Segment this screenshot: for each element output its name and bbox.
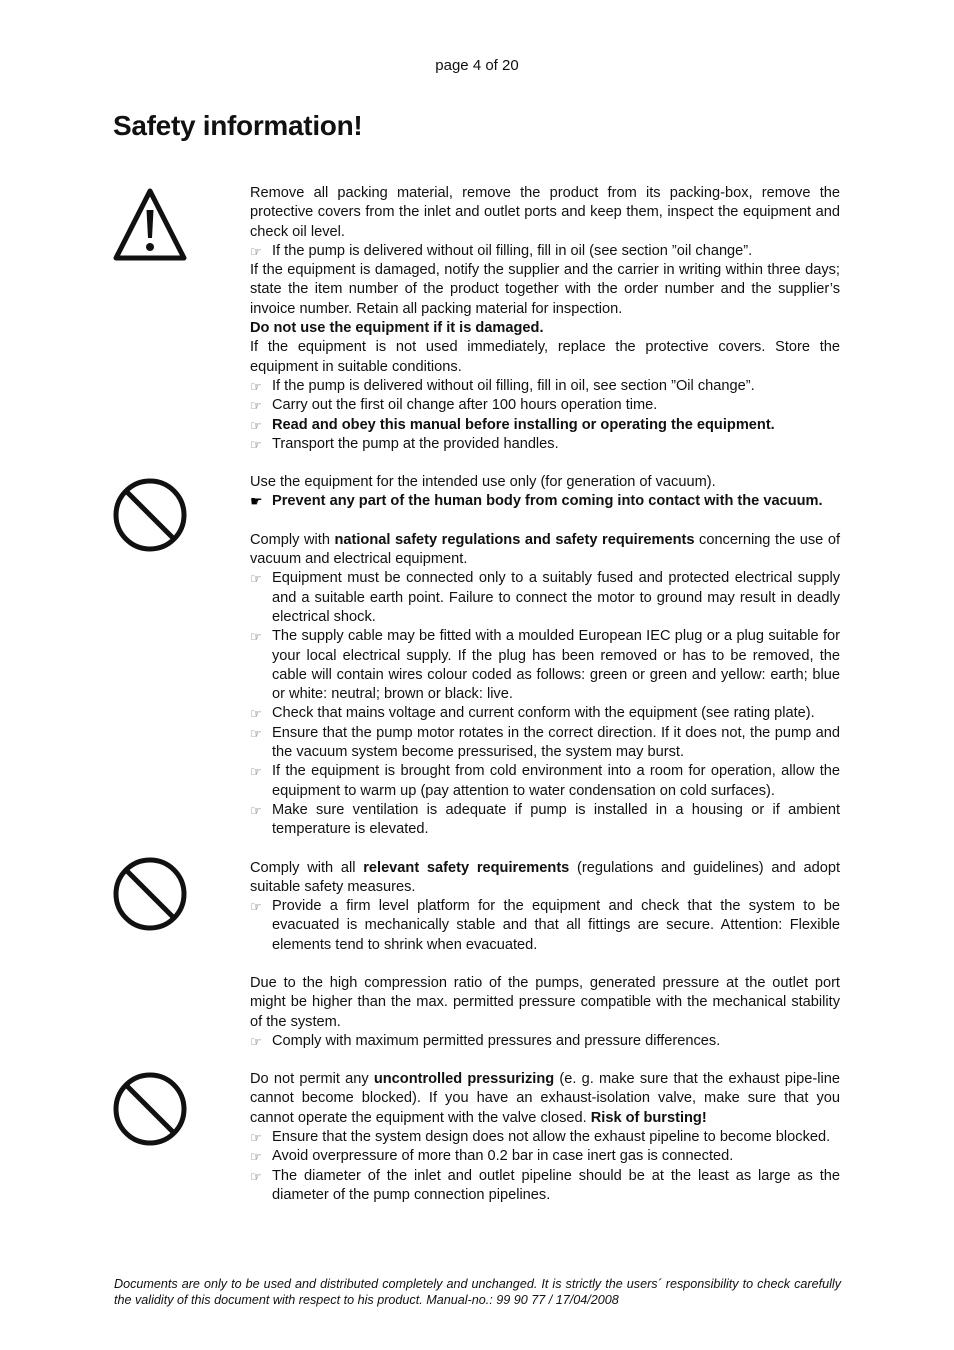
- list-item: [250, 801, 840, 840]
- list-item: [250, 1032, 840, 1051]
- list-item-text: Read and obey this manual before installing or operating the equipment.: [272, 416, 775, 433]
- pointing-hand-icon: ☞: [250, 802, 262, 818]
- pointing-hand-icon: ☛: [250, 493, 263, 510]
- pointing-hand-icon: ☞: [250, 899, 262, 915]
- paragraph: Remove all packing material, remove the product from its packing-box, remove the protective covers from the inlet and outlet ports and keep them, inspect the equipment and check oil level.: [250, 185, 840, 240]
- pointing-hand-icon: ☞: [250, 629, 262, 645]
- list-item: [250, 627, 840, 704]
- pointing-hand-icon: ☞: [250, 1168, 262, 1184]
- pointing-hand-icon: ☞: [250, 378, 262, 394]
- pointing-hand-icon: ☞: [250, 1149, 262, 1165]
- list-item: [250, 416, 840, 435]
- list-item: [250, 897, 840, 955]
- list-item: [250, 1128, 840, 1147]
- list-item: [250, 242, 840, 261]
- list-item: [250, 569, 840, 627]
- list-item-text: Ensure that the pump motor rotates in the correct direction. If it does not, the pump and the vacuum system become pressurised, the system may burst.: [272, 724, 840, 761]
- pointing-hand-icon: ☞: [250, 725, 262, 741]
- list-item-text: Comply with maximum permitted pressures and pressure differences.: [272, 1032, 721, 1049]
- list-item: [250, 492, 840, 511]
- pointing-hand-icon: ☞: [250, 436, 262, 452]
- pointing-hand-icon: ☞: [250, 706, 262, 722]
- list-item-text: Ensure that the system design does not allow the exhaust pipeline to become blocked.: [272, 1129, 831, 1146]
- prohibition-icon: [112, 477, 188, 553]
- paragraph: If the equipment is not used immediately, replace the protective covers. Store the equipment in suitable conditions.: [250, 339, 840, 375]
- warning-triangle-icon: [112, 186, 188, 262]
- pointing-hand-icon: ☞: [250, 571, 262, 587]
- list-item-text: Check that mains voltage and current conform with the equipment (see rating plate).: [272, 705, 815, 722]
- list-item-text: If the equipment is brought from cold environment into a room for operation, allow the equipment to warm up (pay attention to water condensation on cold surfaces).: [272, 763, 840, 799]
- paragraph: Comply with all relevant safety requirements (regulations and guidelines) and adopt suitable safety measures.: [250, 859, 840, 895]
- list-item-text: Provide a firm level platform for the equipment and check that the system to be evacuated is mechanically stable and that all fittings are secure. Attention: Flexible elements tend to shrink when evacuated.: [272, 898, 840, 953]
- list-item: [250, 704, 840, 723]
- list-item-text: Avoid overpressure of more than 0.2 bar in case inert gas is connected.: [272, 1148, 734, 1165]
- pointing-hand-icon: ☞: [250, 764, 262, 780]
- list-item-text: The supply cable may be fitted with a moulded European IEC plug or a plug suitable for your local electrical supply. If the plug has been removed or has to be removed, the cable will contain wires colour coded as follows: green or green and yellow: earth; blue or white: neutral; brown or black: live.: [272, 628, 840, 703]
- list-item-text: The diameter of the inlet and outlet pipeline should be at the least as large as the diameter of the pump connection pipelines.: [272, 1167, 840, 1203]
- prohibition-icon: [112, 1071, 188, 1147]
- pointing-hand-icon: ☞: [250, 417, 262, 433]
- list-item: [250, 396, 840, 415]
- page-title: Safety information!: [113, 110, 363, 141]
- list-item-text: Carry out the first oil change after 100 hours operation time.: [272, 397, 658, 414]
- list-item: [250, 435, 840, 454]
- list-item: [250, 377, 840, 396]
- list-item: [250, 1147, 840, 1166]
- pointing-hand-icon: ☞: [250, 1130, 262, 1146]
- paragraph: Do not permit any uncontrolled pressurizing (e. g. make sure that the exhaust pipe-line cannot become blocked). If you have an exhaust-isolation valve, make sure that you cannot operate the equipment with the valve closed. Risk of bursting!: [250, 1071, 840, 1126]
- list-item-text: Make sure ventilation is adequate if pump is installed in a housing or if ambient temperature is elevated.: [272, 801, 840, 838]
- list-item: [250, 1167, 840, 1206]
- prohibition-icon: [112, 856, 188, 932]
- list-item-text: If the pump is delivered without oil filling, fill in oil (see section ”oil change”.: [272, 242, 753, 259]
- page-number: page 4 of 20: [435, 57, 519, 74]
- list-item: [250, 724, 840, 763]
- paragraph: Comply with national safety regulations and safety requirements concerning the use of vacuum and electrical equipment.: [250, 531, 840, 568]
- footer-disclaimer: Documents are only to be used and distributed completely and unchanged. It is strictly the users´ responsibility to check carefully the validity of this document with respect to his product. Manual-no.: 99 90 77 / 17/04/2008: [114, 1277, 841, 1307]
- pointing-hand-icon: ☞: [250, 398, 262, 414]
- pointing-hand-icon: ☞: [250, 243, 262, 259]
- list-item: [250, 762, 840, 801]
- paragraph: Do not use the equipment if it is damaged.: [250, 320, 544, 337]
- list-item-text: If the pump is delivered without oil filling, fill in oil, see section ”Oil change”.: [272, 377, 755, 394]
- paragraph: Use the equipment for the intended use only (for generation of vacuum).: [250, 474, 716, 491]
- list-item-text: Prevent any part of the human body from coming into contact with the vacuum.: [272, 493, 823, 510]
- safety-content: [250, 184, 840, 1205]
- paragraph: If the equipment is damaged, notify the supplier and the carrier in writing within three days; state the item number of the product together with the order number and the supplier’s invoice number. Retain all packing material for inspection.: [250, 262, 840, 317]
- pointing-hand-icon: ☞: [250, 1033, 262, 1049]
- paragraph: Due to the high compression ratio of the pumps, generated pressure at the outlet port might be higher than the max. permitted pressure compatible with the mechanical stability of the system.: [250, 974, 840, 1030]
- list-item-text: Equipment must be connected only to a suitably fused and protected electrical supply and a suitable earth point. Failure to connect the motor to ground may result in deadly electrical shock.: [272, 570, 840, 625]
- list-item-text: Transport the pump at the provided handles.: [272, 435, 559, 452]
